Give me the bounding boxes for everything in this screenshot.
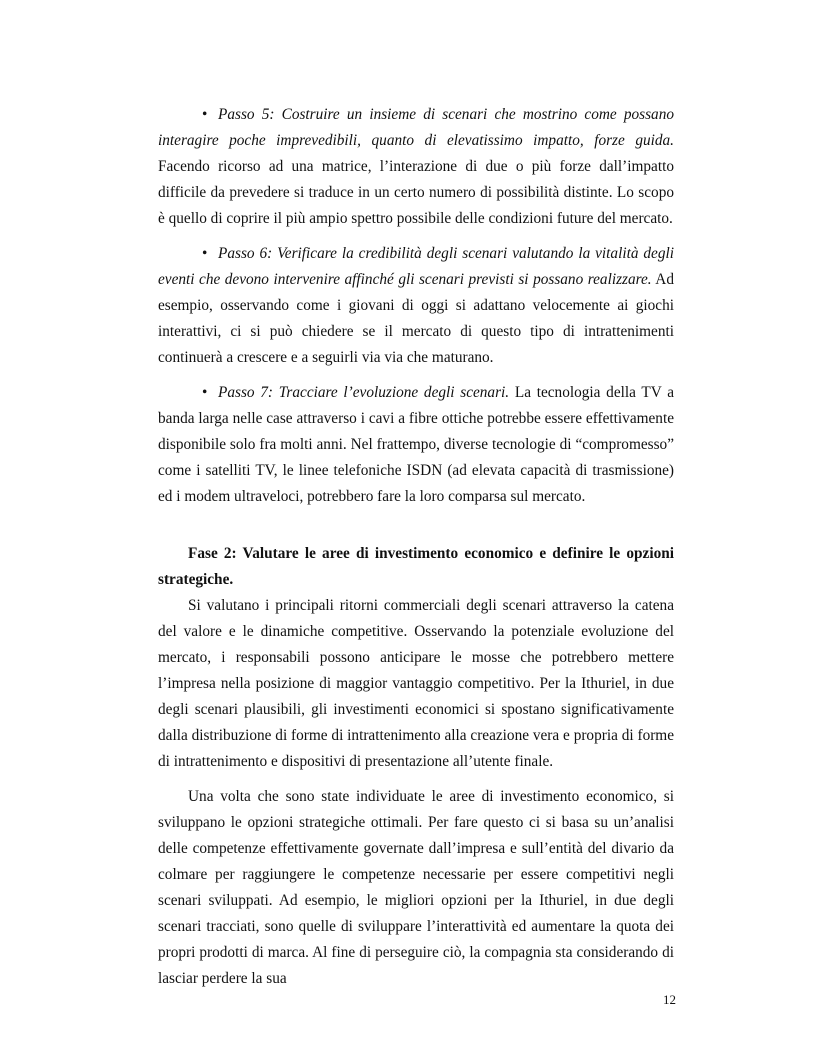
page-body <box>158 102 674 1001</box>
body-paragraph-1: Si valutano i principali ritorni commerciali degli scenari attraverso la catena del valore e le dinamiche competitive. Osservando la potenziale evoluzione del mercato, i responsabili possono anticipare le mosse che potrebbero mettere l’impresa nella posizione di maggior vantaggio competitivo. Per la Ithuriel, in due degli scenari plausibili, gli investimenti economici si spostano significativamente dalla distribuzione di forme di intrattenimento alla creazione vera e propria di forme di intrattenimento e dispositivi di presentazione all’utente finale. <box>158 597 674 770</box>
bullet-italic-lead: Passo 7: Tracciare l’evoluzione degli scenari. <box>218 384 510 401</box>
body-paragraph-2: Una volta che sono state individuate le aree di investimento economico, si sviluppano le opzioni strategiche ottimali. Per fare questo ci si basa su un’analisi delle competenze effettivamente governate dall’impresa e sull’entità del divario da colmare per raggiungere le competenze necessarie per essere competitivi negli scenari sviluppati. Ad esempio, le migliori opzioni per la Ithuriel, in due degli scenari tracciati, sono quelle di sviluppare l’interattività ed aumentare la quota dei propri prodotti di marca. Al fine di perseguire ciò, la compagnia sta considerando di lasciar perdere la sua <box>158 788 674 987</box>
bullet-marker: • <box>202 106 208 123</box>
bullet-item-passo-6 <box>158 241 674 371</box>
bullet-marker: • <box>202 245 208 262</box>
bullet-item-passo-7 <box>158 380 674 510</box>
bullet-italic-lead: Passo 5: Costruire un insieme di scenari che mostrino come possano interagire poche imprevedibili, quanto di elevatissimo impatto, forze guida. <box>158 106 674 149</box>
bullet-text: Ad esempio, osservando come i giovani di oggi si adattano velocemente ai giochi interattivi, ci si può chiedere se il mercato di questo tipo di intrattenimenti continuerà a crescere e a seguirli via via che maturano. <box>158 271 674 366</box>
bullet-text: Facendo ricorso ad una matrice, l’interazione di due o più forze dall’impatto difficile da prevedere si traduce in un certo numero di possibilità distinte. Lo scopo è quello di coprire il più ampio spettro possibile delle condizioni future del mercato. <box>158 158 674 227</box>
section-heading: Fase 2: Valutare le aree di investimento economico e definire le opzioni strategiche. <box>158 545 674 588</box>
bullet-text: La tecnologia della TV a banda larga nelle case attraverso i cavi a fibre ottiche potrebbe essere effettivamente disponibile solo fra molti anni. Nel frattempo, diverse tecnologie di “compromesso” come i satelliti TV, le linee telefoniche ISDN (ad elevata capacità di trasmissione) ed i modem ultraveloci, potrebbero fare la loro comparsa sul mercato. <box>158 384 675 505</box>
bullet-marker: • <box>202 384 208 401</box>
bullet-italic-lead: Passo 6: Verificare la credibilità degli scenari valutando la vitalità degli eventi che devono intervenire affinché gli scenari previsti si possano realizzare. <box>158 245 674 288</box>
page-number: 12 <box>663 992 676 1007</box>
bullet-item-passo-5 <box>158 102 674 232</box>
